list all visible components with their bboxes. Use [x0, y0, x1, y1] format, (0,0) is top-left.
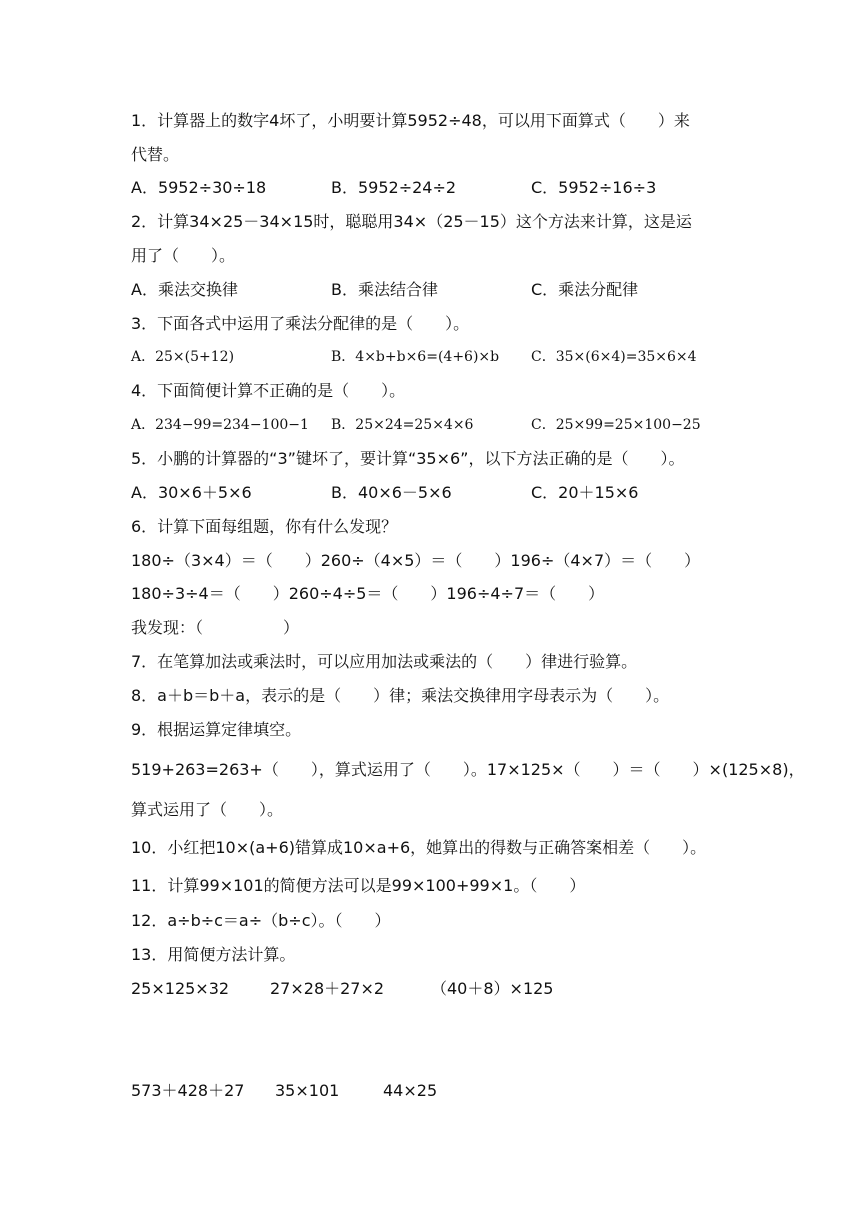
q13-problem: 27×28＋27×2: [270, 979, 385, 998]
q7-stem: 7．在笔算加法或乘法时，可以应用加法或乘法的（ ）律进行验算。: [131, 652, 638, 671]
q13-problem: 25×125×32: [131, 979, 230, 998]
q1-option-b: B．5952÷24÷2: [331, 178, 457, 197]
q8-stem: 8．a＋b＝b＋a，表示的是（ ）律；乘法交换律用字母表示为（ ）。: [131, 686, 670, 705]
q4-stem: 4．下面简便计算不正确的是（ ）。: [131, 381, 406, 400]
q1-option-a: A．5952÷30÷18: [131, 178, 267, 197]
q9-stem: 9．根据运算定律填空。: [131, 720, 302, 739]
q12-stem: 12．a÷b÷c＝a÷（b÷c）。（ ）: [131, 911, 391, 930]
q5-stem: 5．小鹏的计算器的“3”键坏了，要计算“35×6”，以下方法正确的是（ ）。: [131, 449, 685, 468]
q6-discovery: 我发现：（ ）: [131, 618, 300, 637]
q13-problem: （40＋8）×125: [431, 979, 554, 998]
q2-option-b: B．乘法结合律: [331, 280, 438, 299]
q6-row2: 180÷3÷4＝（ ）260÷4÷5＝（ ）196÷4÷7＝（ ）: [131, 584, 605, 603]
q9-line2: 算式运用了（ ）。: [131, 800, 284, 819]
q4-option-b: B．25×24=25×4×6: [331, 417, 474, 433]
q13-problem: 44×25: [383, 1081, 438, 1100]
q13-problem: 573＋428＋27: [131, 1081, 245, 1100]
q3-stem: 3．下面各式中运用了乘法分配律的是（ ）。: [131, 314, 470, 333]
q2-stem-line1: 2．计算34×25－34×15时，聪聪用34×（25－15）这个方法来计算，这是运: [131, 212, 692, 231]
q3-option-a: A．25×(5+12): [131, 349, 235, 365]
q1-option-c: C．5952÷16÷3: [531, 178, 657, 197]
q11-stem: 11．计算99×101的简便方法可以是99×100+99×1。（ ）: [131, 876, 586, 895]
q13-stem: 13．用简便方法计算。: [131, 945, 296, 964]
q5-option-b: B．40×6－5×6: [331, 483, 452, 502]
q5-option-a: A．30×6＋5×6: [131, 483, 252, 502]
q2-stem-line2: 用了（ ）。: [131, 246, 236, 265]
q1-stem-line1: 1．计算器上的数字4坏了，小明要计算5952÷48，可以用下面算式（ ）来: [131, 111, 690, 130]
q1-stem-line2: 代替。: [131, 145, 180, 164]
q2-option-a: A．乘法交换律: [131, 280, 238, 299]
q5-option-c: C．20＋15×6: [531, 483, 639, 502]
q6-row1: 180÷（3×4）＝（ ）260÷（4×5）＝（ ）196÷（4×7）＝（ ）: [131, 551, 701, 570]
q4-option-c: C．25×99=25×100−25: [531, 417, 701, 433]
q2-option-c: C．乘法分配律: [531, 280, 639, 299]
q3-option-b: B．4×b+b×6=(4+6)×b: [331, 349, 500, 365]
q6-stem: 6．计算下面每组题，你有什么发现？: [131, 517, 398, 536]
q10-stem: 10．小红把10×(a+6)错算成10×a+6，她算出的得数与正确答案相差（ ）。: [131, 838, 707, 857]
q4-option-a: A．234−99=234−100−1: [131, 417, 309, 433]
q13-problem: 35×101: [275, 1081, 340, 1100]
q9-line1: 519+263=263+（ ），算式运用了（ ）。17×125×（ ）＝（ ）×(125×8)，: [131, 760, 805, 779]
q3-option-c: C．35×(6×4)=35×6×4: [531, 349, 697, 365]
